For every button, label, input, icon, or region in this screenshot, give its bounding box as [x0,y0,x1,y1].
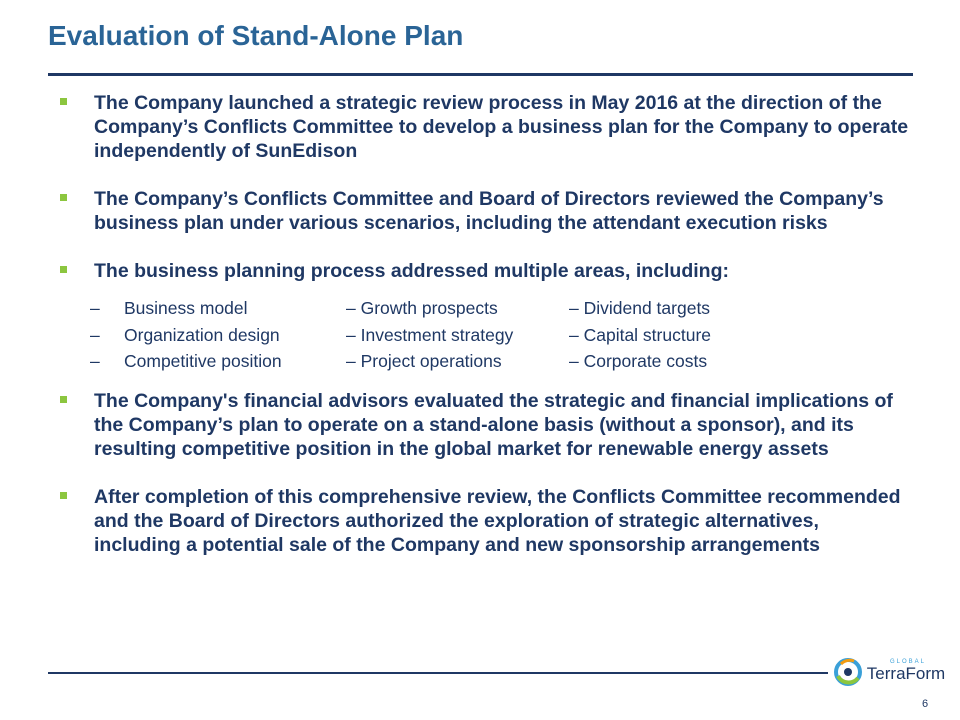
planning-areas-row [60,295,910,322]
swirl-logo-icon [836,660,860,684]
area-item: – Project operations [346,351,502,371]
planning-areas-row [60,322,910,349]
bullet-item [60,259,910,283]
square-bullet-icon [60,492,67,499]
bullet-text: The Company's financial advisors evaluated the strategic and financial implications of the Company’s plan to operate on a stand-alone basis (without a sponsor), and its resulting competitive position in the global market for renewable energy assets [94,389,893,460]
area-item: – Investment strategy [346,324,514,345]
logo-tag-text: GLOBAL [889,659,927,665]
bullet-text: After completion of this comprehensive review, the Conflicts Committee recommended and the Board of Directors authorized the exploration of strategic alternatives, including a potential sale of the Company and new sponsorship arrangements [94,485,901,556]
bullet-text: The Company’s Conflicts Committee and Board of Directors reviewed the Company’s business plan under various scenarios, including the attendant execution risks [94,188,884,234]
square-bullet-icon [60,194,67,201]
dash-marker: – [90,298,100,318]
square-bullet-icon [60,266,67,273]
area-item: – Corporate costs [569,351,708,371]
title-divider [48,73,913,76]
planning-areas-list [60,295,910,375]
area-item: – Growth prospects [346,298,498,318]
bullet-item [60,187,910,235]
slide-title: Evaluation of Stand-Alone Plan [48,20,464,51]
logo-brand-text: TerraForm [866,664,946,683]
area-item: Organization design [124,324,280,345]
planning-areas-row [60,348,910,375]
terraform-global-logo [834,654,949,690]
slide-content [60,91,910,557]
bullet-item [60,389,910,461]
dash-marker: – [90,324,100,345]
square-bullet-icon [60,396,67,403]
bullet-item [60,485,910,557]
area-item: – Capital structure [569,324,712,345]
bullet-item [60,91,910,163]
page-number: 6 [922,698,929,710]
square-bullet-icon [60,98,67,105]
bullet-text: The business planning process addressed multiple areas, including: [94,260,729,282]
area-item: – Dividend targets [569,298,711,318]
area-item: Competitive position [124,351,282,371]
bullet-text: The Company launched a strategic review process in May 2016 at the direction of the Company’s Conflicts Committee to develop a business plan for the Company to operate independently of SunEdison [94,92,909,162]
dash-marker: – [90,351,100,371]
footer-divider [48,672,828,674]
area-item: Business model [124,298,248,318]
